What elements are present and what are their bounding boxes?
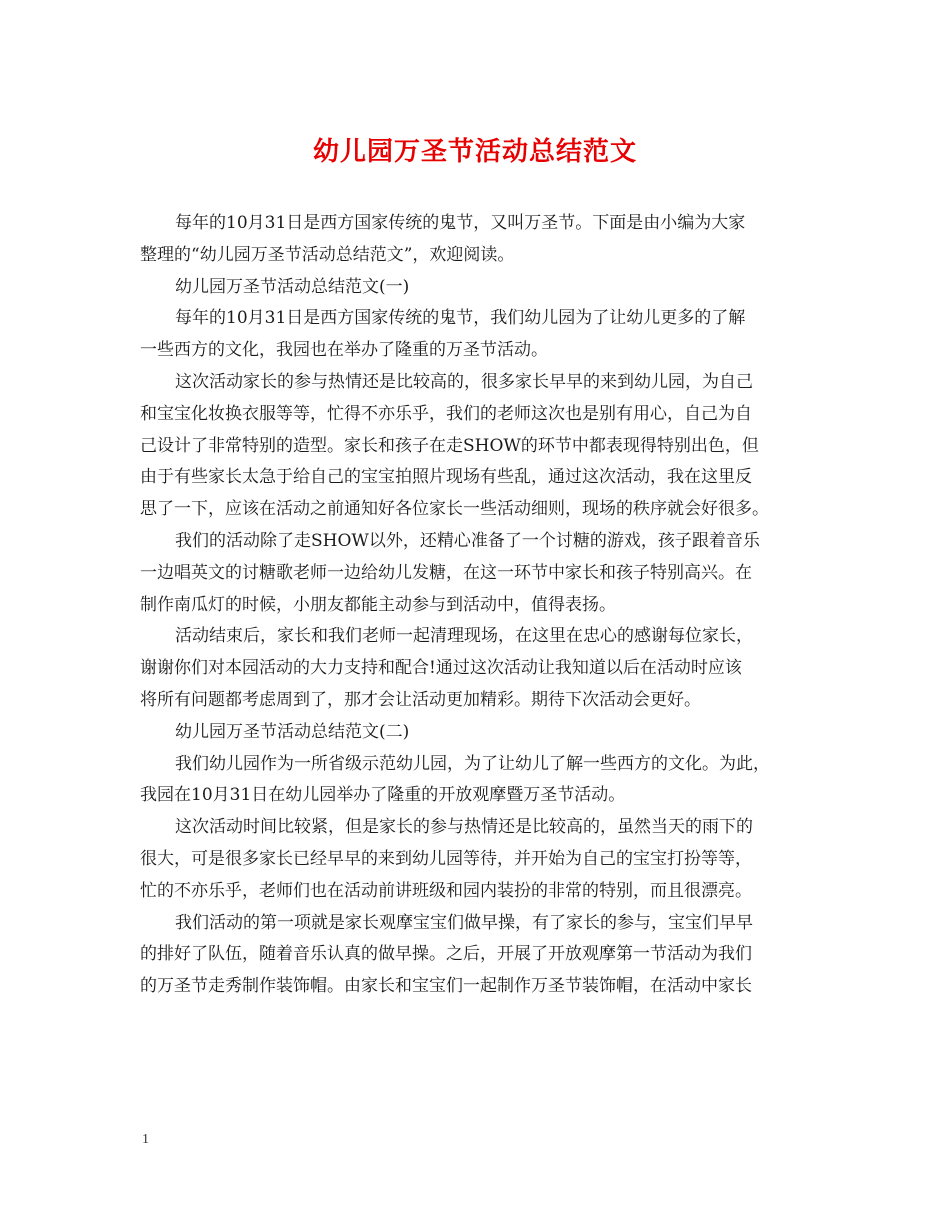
paragraph-line: 活动结束后，家长和我们老师一起清理现场，在这里在忠心的感谢每位家长， — [175, 626, 753, 647]
paragraph-line: 这次活动时间比较紧，但是家长的参与热情还是比较高的，虽然当天的雨下的 — [175, 817, 753, 838]
paragraph-line: 一些西方的文化，我园也在举办了隆重的万圣节活动。 — [140, 340, 548, 361]
page-number: 1 — [142, 1132, 149, 1147]
paragraph-line: 我们幼儿园作为一所省级示范幼儿园，为了让幼儿了解一些西方的文化。为此， — [175, 753, 770, 774]
paragraph-line: 思了一下，应该在活动之前通知好各位家长一些活动细则，现场的秩序就会好很多。 — [140, 499, 769, 520]
paragraph-line: 将所有问题都考虑周到了，那才会让活动更加精彩。期待下次活动会更好。 — [140, 689, 701, 710]
section-heading: 幼儿园万圣节活动总结范文(一) — [175, 276, 410, 297]
paragraph-line: 制作南瓜灯的时候，小朋友都能主动参与到活动中，值得表扬。 — [140, 594, 616, 615]
paragraph-line: 这次活动家长的参与热情还是比较高的，很多家长早早的来到幼儿园，为自己 — [175, 371, 753, 392]
document-body — [140, 208, 830, 1003]
paragraph-line: 己设计了非常特别的造型。家长和孩子在走SHOW的环节中都表现得特别出色，但 — [140, 435, 759, 456]
paragraph-line: 一边唱英文的讨糖歌老师一边给幼儿发糖，在这一环节中家长和孩子特别高兴。在 — [140, 562, 752, 583]
paragraph-line: 谢谢你们对本园活动的大力支持和配合!通过这次活动让我知道以后在活动时应该 — [140, 658, 742, 679]
paragraph-line: 每年的10月31日是西方国家传统的鬼节，又叫万圣节。下面是由小编为大家 — [175, 213, 746, 233]
document-title: 幼儿园万圣节活动总结范文 — [312, 137, 637, 167]
paragraph-line: 我们活动的第一项就是家长观摩宝宝们做早操，有了家长的参与，宝宝们早早 — [175, 912, 753, 933]
paragraph-line: 忙的不亦乐乎，老师们也在活动前讲班级和园内装扮的非常的特别，而且很漂亮。 — [140, 880, 752, 901]
paragraph-line: 很大，可是很多家长已经早早的来到幼儿园等待，并开始为自己的宝宝打扮等等， — [140, 848, 752, 869]
paragraph-line: 和宝宝化妆换衣服等等，忙得不亦乐乎，我们的老师这次也是别有用心，自己为自 — [140, 403, 752, 424]
paragraph-line: 整理的“幼儿园万圣节活动总结范文”，欢迎阅读。 — [140, 244, 515, 265]
paragraph-line: 每年的10月31日是西方国家传统的鬼节，我们幼儿园为了让幼儿更多的了解 — [175, 308, 746, 329]
paragraph-line: 的排好了队伍，随着音乐认真的做早操。之后，开展了开放观摩第一节活动为我们 — [140, 944, 752, 965]
paragraph-line: 由于有些家长太急于给自己的宝宝拍照片现场有些乱，通过这次活动，我在这里反 — [140, 467, 752, 488]
paragraph-line: 我们的活动除了走SHOW以外，还精心准备了一个讨糖的游戏，孩子跟着音乐 — [175, 530, 760, 551]
section-heading: 幼儿园万圣节活动总结范文(二) — [175, 721, 410, 742]
paragraph-line: 的万圣节走秀制作装饰帽。由家长和宝宝们一起制作万圣节装饰帽，在活动中家长 — [140, 976, 752, 997]
paragraph-line: 我园在10月31日在幼儿园举办了隆重的开放观摩暨万圣节活动。 — [140, 785, 626, 806]
